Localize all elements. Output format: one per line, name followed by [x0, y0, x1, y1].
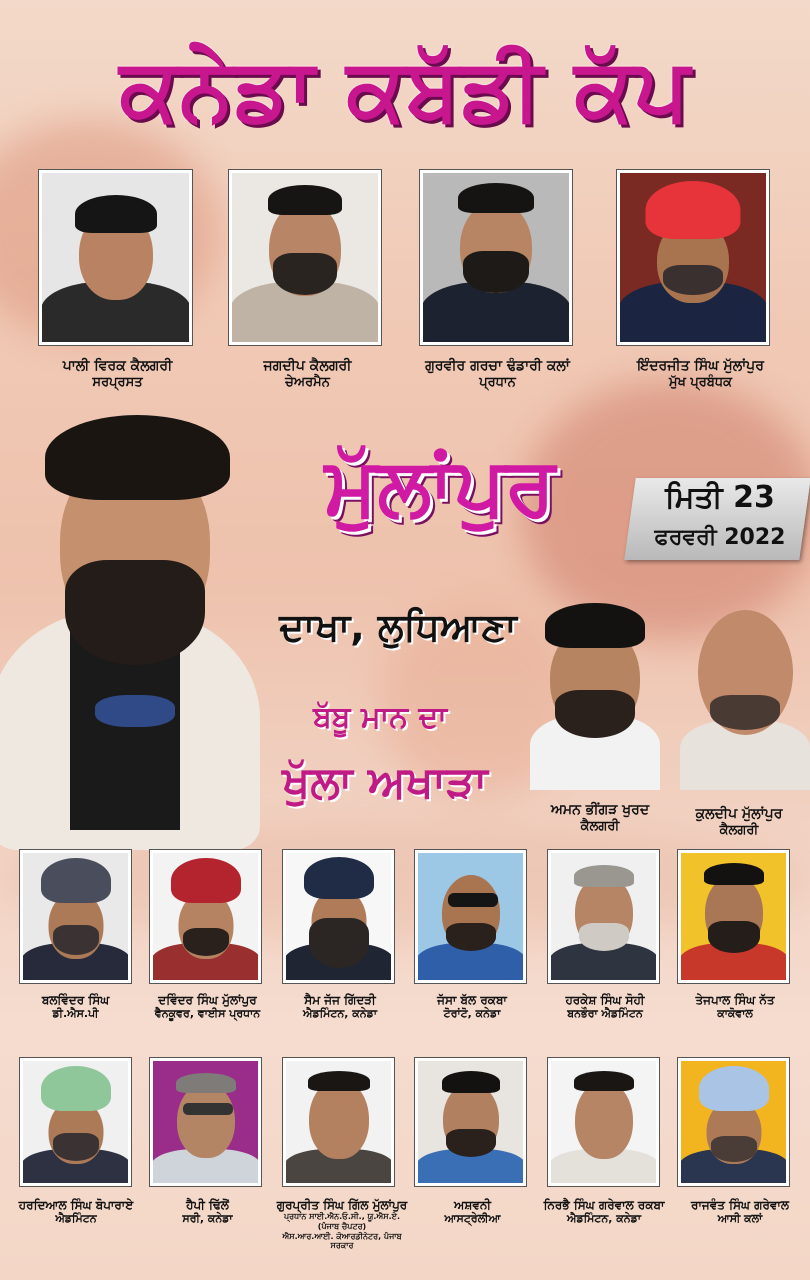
person-role: ਪ੍ਰਧਾਨ	[479, 374, 516, 390]
event-line1: ਬੱਬੂ ਮਾਨ ਦਾ	[313, 700, 447, 735]
photo-president	[420, 170, 572, 345]
photo-row2-3	[283, 1058, 394, 1186]
photo-chairman	[229, 170, 381, 345]
caption-row1-2	[140, 993, 275, 1021]
caption-row2-1	[2, 1198, 150, 1226]
person-name: ਜਗਦੀਪ ਕੈਲਗਰੀ	[263, 358, 352, 374]
person-role: ਸਰੀ, ਕਨੇਡਾ	[182, 1212, 233, 1226]
photo-patron	[39, 170, 192, 345]
caption-row2-5	[530, 1198, 678, 1226]
person-name: ਸੈਮ ਜੱਜ ਗਿੱਦੜੀ	[304, 993, 376, 1007]
person-role: ਵੈਨਕੂਵਰ, ਵਾਈਸ ਪ੍ਰਧਾਨ	[154, 1007, 261, 1021]
caption-mid-1	[535, 802, 665, 834]
photo-row1-6	[678, 850, 789, 983]
person-role: ਚੇਅਰਮੈਨ	[285, 374, 330, 390]
caption-top-4	[603, 358, 798, 390]
location-text: ਦਾਖਾ, ਲੁਧਿਆਣਾ	[279, 605, 517, 649]
date-day: ਮਿਤੀ 23	[665, 480, 775, 515]
caption-row2-2	[145, 1198, 270, 1226]
person-name: ਬਲਵਿੰਦਰ ਸਿੰਘ	[41, 993, 110, 1007]
person-role: ਕਾਕੋਵਾਲ	[717, 1007, 753, 1021]
person-role: ਐਡਮਿੰਟਨ, ਕਨੇਡਾ	[303, 1007, 377, 1021]
caption-row2-3	[272, 1198, 412, 1251]
person-name: ਨਿਰਭੈ ਸਿੰਘ ਗਰੇਵਾਲ ਰਕਬਾ	[543, 1198, 665, 1212]
photo-row1-5	[548, 850, 659, 983]
person-name: ਪਾਲੀ ਵਿਰਕ ਕੈਲਗਰੀ	[62, 358, 173, 374]
person-role: ਬਨਭੌਰਾ ਐਡਮਿੰਟਨ	[567, 1007, 643, 1021]
venue-name: ਮੁੱਲਾਂਪੁਰ	[324, 440, 556, 533]
caption-row1-4	[408, 993, 536, 1021]
photo-row2-4	[415, 1058, 526, 1186]
person-name: ਦਵਿੰਦਰ ਸਿੰਘ ਮੁੱਲਾਂਪੁਰ	[158, 993, 257, 1007]
caption-row1-3	[275, 993, 405, 1021]
person-name: ਇੰਦਰਜੀਤ ਸਿੰਘ ਮੁੱਲਾਂਪੁਰ	[637, 358, 764, 374]
photo-kuldeep	[680, 600, 810, 790]
person-role: ਆਸਟ੍ਰੇਲੀਆ	[444, 1212, 501, 1226]
caption-mid-2	[668, 806, 810, 838]
photo-aman	[530, 595, 660, 790]
person-role-2: ਐਸ.ਆਰ.ਆਈ. ਕੋਆਰਡੀਨੇਟਰ, ਪੰਜਾਬ ਸਰਕਾਰ	[282, 1231, 402, 1251]
person-name: ਗੁਰਪ੍ਰੀਤ ਸਿੰਘ ਗਿੱਲ ਮੁੱਲਾਂਪੁਰ	[276, 1198, 408, 1212]
caption-row1-6	[670, 993, 800, 1021]
person-role: ਮੁੱਖ ਪ੍ਰਬੰਧਕ	[669, 374, 732, 390]
person-role: ਕੈਲਗਰੀ	[580, 818, 620, 834]
caption-top-3	[395, 358, 600, 390]
photo-row1-1	[20, 850, 131, 983]
person-name: ਹਰਕੇਸ਼ ਸਿੰਘ ਸੋਹੀ	[565, 993, 645, 1007]
caption-row1-5	[540, 993, 670, 1021]
person-role: ਐਡਮਿੰਟਨ	[55, 1212, 97, 1226]
singer-photo	[0, 410, 260, 830]
caption-top-2	[220, 358, 395, 390]
photo-row1-3	[283, 850, 394, 983]
person-name: ਅਮਨ ਭੀਂਗੜ ਖੁਰਦ	[550, 802, 650, 818]
photo-row2-6	[678, 1058, 789, 1186]
person-role: ਆਸੀ ਕਲਾਂ	[717, 1212, 763, 1226]
person-role: ਪ੍ਰਧਾਨ ਸਾਈ.ਐਨ.ਓ.ਸੀ., ਯੂ.ਐਸ.ਏ. (ਪੰਜਾਬ ਚੈਪਟਰ)	[283, 1212, 401, 1231]
person-name: ਤੇਜਪਾਲ ਸਿੰਘ ਨੱਤ	[695, 993, 775, 1007]
person-name: ਕੁਲਦੀਪ ਮੁੱਲਾਂਪੁਰ	[695, 806, 783, 822]
photo-row2-5	[548, 1058, 659, 1186]
event-line2: ਖੁੱਲਾ ਅਖਾੜਾ	[282, 757, 488, 808]
person-name: ਹਰਦਿਆਲ ਸਿੰਘ ਬੋਪਾਰਾਏ	[18, 1198, 134, 1212]
photo-row1-2	[150, 850, 261, 983]
person-role: ਕੈਲਗਰੀ	[719, 822, 759, 838]
person-name: ਅਸ਼ਵਨੀ	[454, 1198, 491, 1212]
poster-title: ਕਨੇਡਾ ਕਬੱਡੀ ਕੱਪ	[119, 40, 691, 140]
caption-row2-4	[410, 1198, 535, 1226]
photo-row2-2	[150, 1058, 261, 1186]
person-name: ਰਾਜਵੰਤ ਸਿੰਘ ਗਰੇਵਾਲ	[691, 1198, 789, 1212]
caption-row2-6	[670, 1198, 810, 1226]
person-name: ਹੈਪੀ ਢਿੱਲੋਂ	[186, 1198, 229, 1212]
caption-top-1	[30, 358, 205, 390]
photo-organizer	[617, 170, 769, 345]
person-role: ਡੀ.ਐਸ.ਪੀ	[52, 1007, 99, 1021]
person-name: ਜੱਸਾ ਬੱਲ ਰਕਬਾ	[437, 993, 507, 1007]
photo-row1-4	[415, 850, 526, 983]
caption-row1-1	[5, 993, 146, 1021]
person-role: ਸਰਪ੍ਰਸਤ	[92, 374, 143, 390]
photo-row2-1	[20, 1058, 131, 1186]
date-month-year: ਫਰਵਰੀ 2022	[654, 525, 786, 550]
person-role: ਟੋਰਾਂਟੋ, ਕਨੇਡਾ	[443, 1007, 501, 1021]
person-name: ਗੁਰਵੀਰ ਗਰਚਾ ਢੰਡਾਰੀ ਕਲਾਂ	[425, 358, 570, 374]
person-role: ਐਡਮਿੰਟਨ, ਕਨੇਡਾ	[567, 1212, 641, 1226]
